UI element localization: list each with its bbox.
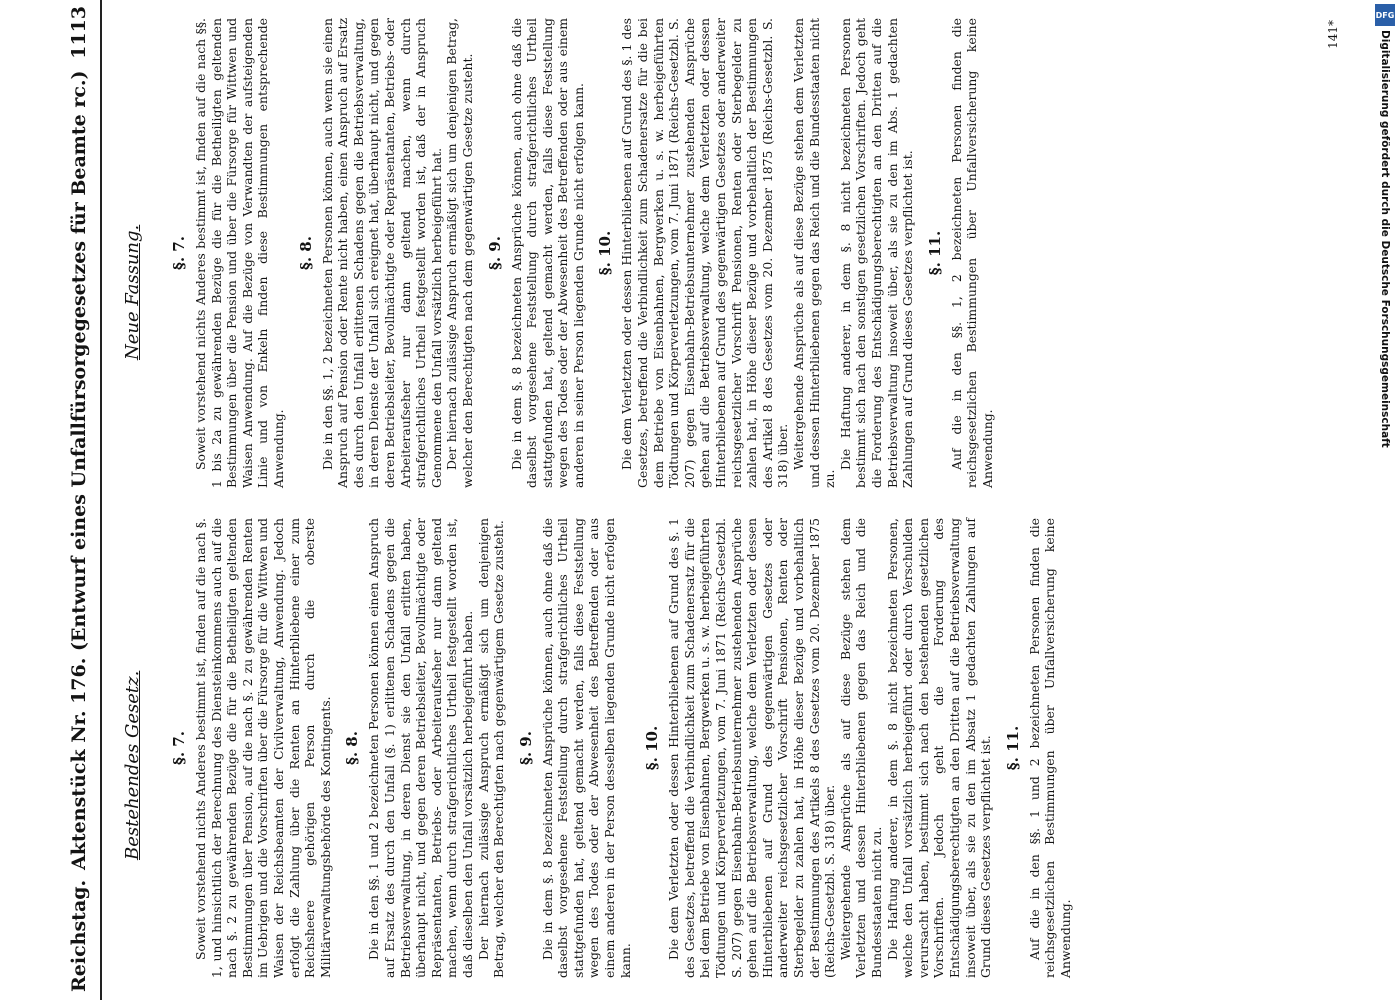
section-paragraph: Die Haftung anderer, in dem §. 8 nicht bezeichneten Personen bestimmt sich nach den sonstigen gesetzlichen Vorschriften. Jedoch geht die Forderung des Entschädigungsberechtigten an den Dritten auf die Betriebsverwaltung insoweit über, als sie zu den im Abs. 1 gedachten Zahlungen auf Grund dieses Gesetzes verpflichtet ist.: [837, 18, 916, 488]
section-heading: §. 7.: [170, 236, 188, 270]
left-column: [160, 518, 1074, 978]
rotated-page: [60, 0, 1370, 1000]
left-column-title: Bestehendes Gesetz.: [122, 670, 143, 860]
section-heading: §. 7.: [170, 731, 188, 765]
sidebar-credit: [1377, 30, 1393, 995]
section-heading: §. 10.: [596, 230, 615, 276]
section-paragraph: Die dem Verletzten oder dessen Hinterbliebenen auf Grund des §. 1 des Gesetzes, betreffend die Verbindlichkeit zum Schadenersatz für die bei dem Betriebe von Eisenbahnen, Bergwerken u. s. w. herbeigeführten Tödtungen und Körperverletzungen, vom 7. Juni 1871 (Reichs-Gesetzbl. S. 207) gegen Eisenbahn-Betriebsunternehmer zustehenden Ansprüche gehen auf die Betriebsverwaltung, welche dem Verletzten oder dessen Hinterbliebenen auf Grund des gegenwärtigen Gesetzes oder anderweiter reichsgesetzlicher Vorschrift Pensionen, Renten oder Sterbegelder zu zahlen hat, in Höhe dieser Bezüge und vorbehaltlich der Bestimmungen des Artikels 8 des Gesetzes vom 20. Dezember 1875 (Reichs-Gesetzbl. S. 318) über.: [666, 518, 838, 978]
sidebar-credit-text: Digitalisierung gefördert durch die Deutsche Forschungsgemeinschaft: [1379, 30, 1391, 448]
section-paragraph: Die Haftung anderer, in dem §. 8 nicht bezeichneten Personen, welche den Unfall vorsätzlich herbeigeführt oder durch Verschulden verursacht haben, bestimmt sich nach den bestehenden gesetzlichen Vorschriften. Jedoch geht die Forderung des Entschädigungsberechtigten an den Dritten auf die Betriebsverwaltung insoweit über, als sie zu den im Absatz 1 gedachten Zahlungen auf Grund dieses Gesetzes verpflichtet ist.: [884, 518, 994, 978]
header-title: Aktenstück Nr. 176. (Entwurf eines Unfallfürsorgegesetzes für Beamte rc.): [68, 70, 90, 870]
section-paragraph: Der hiernach zulässige Anspruch ermäßigt sich um denjenigen Betrag, welcher den Berechtigten nach dem gegenwärtigen Gesetze zusteht.: [444, 18, 475, 488]
dfg-logo: DFG: [1375, 4, 1395, 26]
section-heading: §. 10.: [643, 725, 662, 771]
section-paragraph: Der hiernach zulässige Anspruch ermäßigt sich um denjenigen Betrag, welcher den Berechtigten nach gegenwärtigem Gesetze zusteht.: [475, 518, 507, 978]
section-paragraph: Soweit vorstehend nichts Anderes bestimmt ist, finden auf die nach §. 1, und hinsichtlich der Berechnung des Diensteinkommens auch auf die nach §. 2 zu gewährenden Bezüge die für die Betheiligten geltenden Bestimmungen über Pension, auf die nach §. 2 zu gewährenden Renten im Uebrigen und die Vorschriften über die Fürsorge für die Wittwen und Waisen der Reichsbeamten der Civilverwaltung, Anwendung. Jedoch erfolgt die Zahlung über die Renten an Hinterbliebene einer zum Reichsheere gehörigen Person durch die oberste Militärverwaltungsbehörde des Kontingents.: [193, 518, 333, 978]
section-paragraph: Die dem Verletzten oder dessen Hinterbliebenen auf Grund des §. 1 des Gesetzes, betreffend die Verbindlichkeit zum Schadenersatze für die bei dem Betriebe von Eisenbahnen, Bergwerken u. s. w. herbeigeführten Tödtungen und Körperverletzungen, vom 7. Juni 1871 (Reichs-Gesetzbl. S. 207) gegen Eisenbahn-Betriebsunternehmer zustehenden Ansprüche gehen auf die Betriebsverwaltung, welche dem Verletzten oder dessen Hinterbliebenen auf Grund des gegenwärtigen Gesetzes oder anderweiter reichsgesetzlicher Vorschrift Pensionen, Renten oder Sterbegelder zu zahlen hat, in Höhe dieser Bezüge und vorbehaltlich der Bestimmungen des Artikel 8 des Gesetzes vom 20. Dezember 1875 (Reichs-Gesetzbl. S. 318) über.: [619, 18, 791, 488]
right-column-title: Neue Fassung.: [122, 224, 143, 360]
section-paragraph: Die in dem §. 8 bezeichneten Ansprüche können, auch ohne daß die daselbst vorgesehene Feststellung durch strafgerichtliches Urtheil stattgefunden hat, geltend gemacht werden, falls diese Feststellung wegen des Todes oder der Abwesenheit des Betreffenden oder aus einem anderen in der Person desselben liegenden Grunde nicht erfolgen kann.: [539, 518, 633, 978]
section-heading: §. 9.: [516, 731, 535, 765]
section-heading: §. 11.: [925, 230, 944, 276]
section-paragraph: Weitergehende Ansprüche als auf diese Bezüge stehen dem Verletzten und dessen Hinterbliebenen gegen das Reich und die Bundesstaaten nicht zu.: [791, 18, 838, 488]
dfg-sidebar: [1373, 0, 1397, 1000]
section-heading: §. 11.: [1003, 725, 1022, 771]
section-paragraph: Auf die in den §§. 1 und 2 bezeichneten Personen finden die reichsgesetzlichen Bestimmungen über Unfallversicherung keine Anwendung.: [1026, 518, 1073, 978]
page-header: [60, 0, 102, 1000]
footer-number: 141*: [1326, 20, 1340, 49]
right-column: [160, 18, 996, 488]
section-paragraph: Die in den §§. 1 und 2 bezeichneten Personen können einen Anspruch auf Ersatz des durch den Unfall (§. 1) erlittenen Schadens gegen die Betriebsverwaltung, in deren Dienst sie den Unfall erlitten haben, überhaupt nicht, und gegen deren Betriebsleiter, Bevollmächtigte oder Repräsentanten, Betriebs- oder Arbeiteraufseher nur dann geltend machen, wenn durch strafgerichtliches Urtheil festgestellt worden ist, daß dieselben den Unfall vorsätzlich herbeigeführt haben.: [366, 518, 475, 978]
section-heading: §. 8.: [343, 731, 362, 765]
section-paragraph: Die in dem §. 8 bezeichneten Ansprüche können, auch ohne daß die daselbst vorgesehene Feststellung durch strafgerichtliches Urtheil stattgefunden hat, geltend gemacht werden, falls diese Feststellung wegen des Todes oder der Abwesenheit des Betreffenden oder aus einem anderen in seiner Person liegenden Grunde nicht erfolgen kann.: [508, 18, 586, 488]
section-paragraph: Weitergehende Ansprüche als auf diese Bezüge stehen dem Verletzten und dessen Hinterbliebenen gegen das Reich und die Bundesstaaten nicht zu.: [837, 518, 884, 978]
section-paragraph: Die in den §§. 1, 2 bezeichneten Personen können, auch wenn sie einen Anspruch auf Pension oder Rente nicht haben, einen Anspruch auf Ersatz des durch den Unfall erlittenen Schadens gegen die Betriebsverwaltung, in deren Dienste der Unfall sich ereignet hat, überhaupt nicht, und gegen deren Betriebsleiter, Bevollmächtigte oder Repräsentanten, Betriebs- oder Arbeiteraufseher nur dann geltend machen, wenn durch strafgerichtliches Urtheil festgestellt worden ist, daß der in Anspruch Genommene den Unfall vorsätzlich herbeigeführt hat.: [319, 18, 444, 488]
section-heading: §. 9.: [485, 236, 504, 270]
section-paragraph: Auf die in den §§. 1, 2 bezeichneten Personen finden die reichsgesetzlichen Bestimmungen über Unfallversicherung keine Anwendung.: [948, 18, 995, 488]
header-left: Reichstag.: [68, 879, 90, 992]
section-paragraph: Soweit vorstehend nichts Anderes bestimmt ist, finden auf die nach §§. 1 bis 2a zu gewährenden Bezüge die für die Betheiligten geltenden Bestimmungen über die Pension und über die Fürsorge für Wittwen und Waisen Anwendung. Auf die Bezüge von Verwandten der aufsteigenden Linie und von Enkeln finden diese Bestimmungen entsprechende Anwendung.: [193, 18, 286, 488]
page-number: 1113: [68, 6, 90, 59]
section-heading: §. 8.: [296, 236, 315, 270]
